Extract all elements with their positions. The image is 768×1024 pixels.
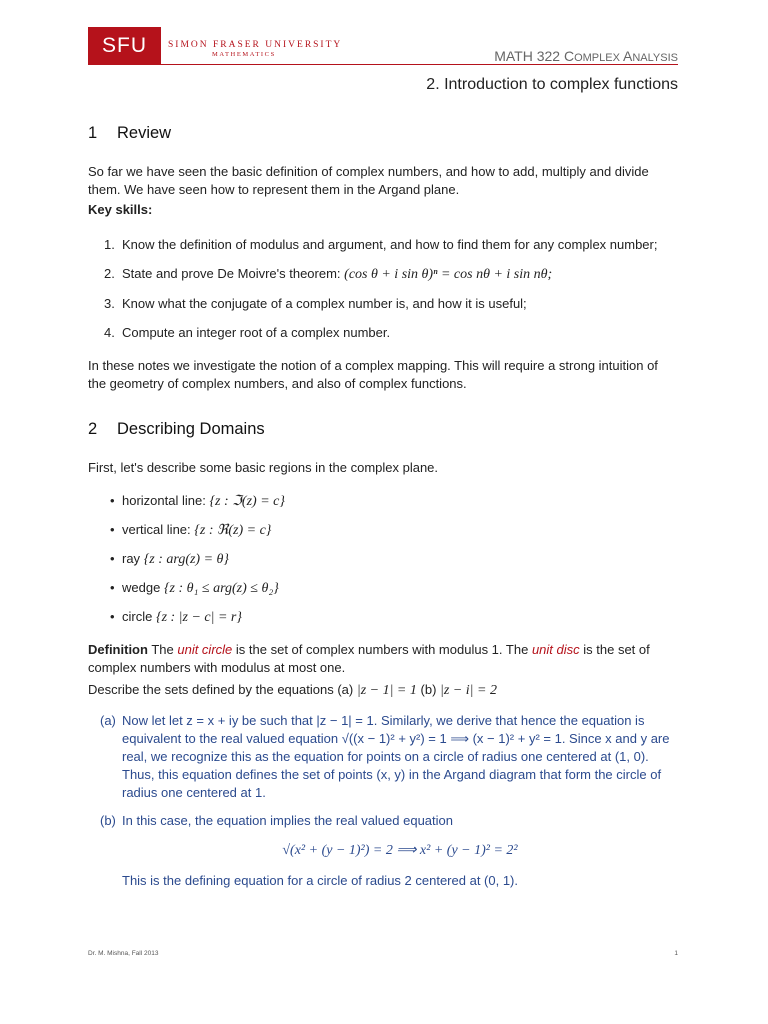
region-label: circle [122, 609, 153, 624]
skills-list [88, 236, 678, 353]
bullet-icon: • [110, 609, 115, 624]
region-math: {z : arg(z) = θ} [143, 552, 230, 567]
region-label: vertical line: [122, 522, 191, 537]
display-equation: √(x² + (y − 1)²) = 2 ⟹ x² + (y − 1)² = 2² [282, 843, 518, 858]
term-unit-disc: unit disc [531, 642, 580, 657]
section-number: 2 [88, 420, 98, 438]
course-prefix: MATH 322 [494, 48, 561, 64]
definition-text: The [151, 642, 174, 657]
list-item [88, 295, 678, 313]
item-number: 4. [104, 325, 115, 340]
review-intro: So far we have seen the basic definition of complex numbers, and how to add, multiply and divide them. We have seen how to represent them in the Argand plane. [88, 164, 649, 197]
term-unit-circle: unit circle [177, 642, 233, 657]
bullet-icon: • [110, 580, 115, 595]
course-name: COMPLEX ANALYSIS [563, 48, 678, 64]
answer-item [88, 712, 678, 802]
review-outro: In these notes we investigate the notion of a complex mapping. This will require a strong intuition of the geometry of complex numbers, and also of complex functions. [88, 358, 658, 391]
answer-list [88, 712, 678, 802]
exercise-text: Describe the sets defined by the equations (a) [88, 682, 354, 697]
region-math: {z : |z − c| = r} [155, 610, 242, 625]
review-body [88, 163, 678, 219]
domains-intro: First, let's describe some basic regions in the complex plane. [88, 460, 439, 475]
answer-text: In this case, the equation implies the real valued equation [122, 813, 453, 828]
page-number: 1 [674, 950, 678, 957]
section-title: Review [117, 124, 172, 142]
review-outro-block [88, 357, 678, 393]
university-wordmark [168, 40, 342, 58]
definition-block [88, 641, 678, 700]
exercise-eq-b: |z − i| = 2 [440, 683, 497, 698]
answer-item [88, 812, 678, 890]
university-name: SIMON FRASER UNIVERSITY [168, 40, 343, 50]
answer-a-block [88, 712, 678, 802]
list-item [88, 608, 678, 627]
logo-abbr: SFU [102, 33, 147, 57]
item-number: 2. [104, 266, 115, 281]
item-text: Know the definition of modulus and argument, and how to find them for any complex number; [122, 237, 658, 252]
region-math: {z : ℜ(z) = c} [194, 523, 272, 538]
department-name: MATHEMATICS [212, 51, 276, 58]
ordered-list [88, 236, 678, 342]
sfu-logo [88, 27, 161, 64]
bullet-icon: • [110, 522, 115, 537]
course-heading [494, 48, 678, 64]
document-title: 2. Introduction to complex functions [426, 76, 678, 93]
definition-text: is the set of complex numbers with modulus at most one. [88, 642, 650, 675]
list-item [88, 324, 678, 342]
answer-list [88, 812, 678, 890]
footer-author: Dr. M. Mishna, Fall 2013 [88, 950, 159, 957]
definition [88, 641, 678, 677]
domains-intro-block [88, 459, 678, 477]
region-label: horizontal line: [122, 493, 206, 508]
answer-label: (a) [100, 713, 116, 728]
section-review [88, 124, 678, 143]
list-item [88, 492, 678, 511]
exercise-text: (b) [420, 682, 437, 697]
answer-conclusion: This is the defining equation for a circle of radius 2 centered at (0, 1). [122, 873, 518, 888]
section-title: Describing Domains [117, 420, 265, 438]
answer-label: (b) [100, 813, 116, 828]
item-text: State and prove De Moivre's theorem: [122, 266, 341, 281]
region-math: {z : ℑ(z) = c} [209, 494, 285, 509]
bullet-list [88, 492, 678, 627]
answer-text: Now let let z = x + iy be such that |z − 1| = 1. Similarly, we derive that hence the equation is equivalent to the real valued equation √((x − 1)² + y²) = 1 ⟹ (x − 1)² + y² = 1. Since x and y are real, we recognize this as the equation for points on a circle of radius one centered at (1, 0). Thus, this equation defines the set of points (x, y) in the Argand diagram that form the circle of radius one centered at 1. [122, 713, 670, 800]
definition-text: is the set of complex numbers with modulus 1. The [235, 642, 529, 657]
list-item [88, 521, 678, 540]
item-number: 1. [104, 237, 115, 252]
exercise-eq-a: |z − 1| = 1 [356, 683, 417, 698]
bullet-icon: • [110, 551, 115, 566]
section-domains [88, 420, 678, 439]
region-label: ray [122, 551, 141, 566]
section-number: 1 [88, 124, 98, 142]
item-number: 3. [104, 296, 115, 311]
exercise-prompt [88, 681, 678, 700]
definition-label: Definition [88, 642, 148, 657]
list-item [88, 550, 678, 569]
header-rule [88, 64, 678, 65]
list-item [88, 265, 678, 284]
list-item [88, 579, 678, 598]
bullet-icon: • [110, 493, 115, 508]
item-text: Know what the conjugate of a complex number is, and how it is useful; [122, 296, 527, 311]
section-heading [88, 420, 678, 439]
region-label: wedge [122, 580, 161, 595]
item-math: (cos θ + i sin θ)ⁿ = cos nθ + i sin nθ; [344, 267, 553, 282]
list-item [88, 236, 678, 254]
answer-b-block [88, 812, 678, 890]
item-text: Compute an integer root of a complex number. [122, 325, 391, 340]
regions-list [88, 492, 678, 637]
region-math: {z : θ₁ ≤ arg(z) ≤ θ₂} [163, 581, 279, 596]
key-skills-label: Key skills: [88, 202, 153, 217]
section-heading [88, 124, 678, 143]
